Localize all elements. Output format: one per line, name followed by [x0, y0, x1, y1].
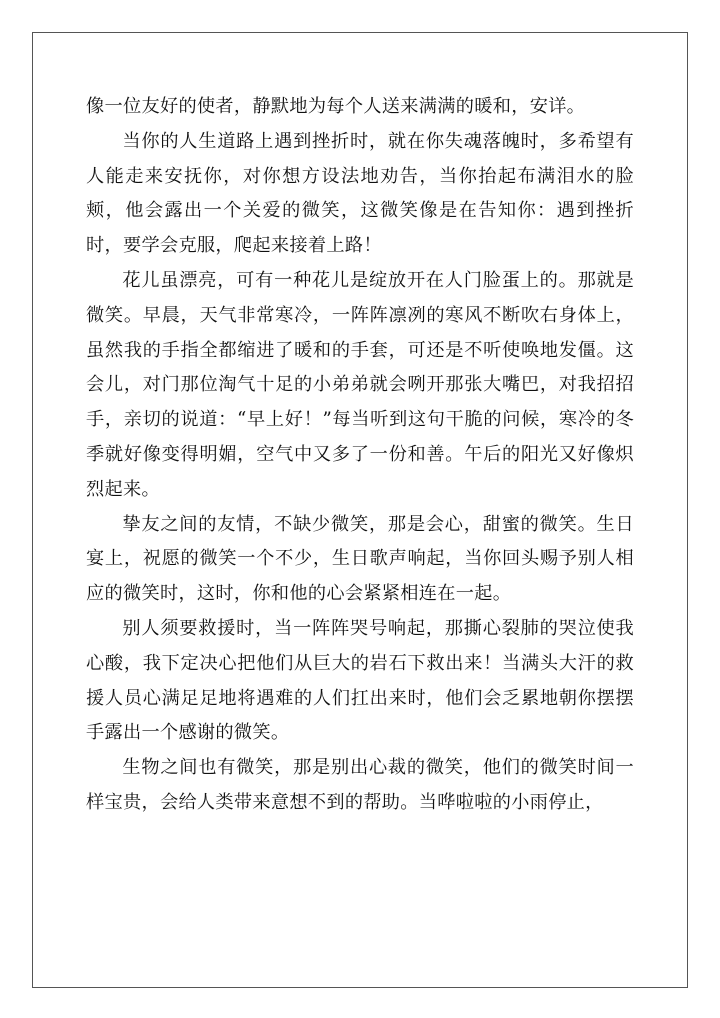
paragraph-3: 花儿虽漂亮，可有一种花儿是绽放开在人门脸蛋上的。那就是微笑。早晨，天气非常寒冷，一阵阵凛冽的寒风不断吹右身体上，虽然我的手指全都缩进了暖和的手套，可还是不听使唤地发僵。这会儿，对门那位淘气十足的小弟弟就会咧开那张大嘴巴，对我招招手，亲切的说道：“早上好！”每当听到这句干脆的问候，寒冷的冬季就好像变得明媚，空气中又多了一份和善。午后的阳光又好像炽烈起来。 [86, 269, 634, 500]
document-body [86, 90, 634, 821]
paragraph-5: 别人须要救援时，当一阵阵哭号响起，那撕心裂肺的哭泣使我心酸，我下定决心把他们从巨大的岩石下救出来！当满头大汗的救援人员心满足足地将遇难的人们扛出来时，他们会乏累地朝你摆摆手露出一个感谢的微笑。 [86, 617, 634, 744]
paragraph-4: 挚友之间的友情，不缺少微笑，那是会心，甜蜜的微笑。生日宴上，祝愿的微笑一个不少，生日歌声响起，当你回头赐予别人相应的微笑时，这时，你和他的心会紧紧相连在一起。 [86, 513, 634, 605]
paragraph-1: 像一位友好的使者，静默地为每个人送来满满的暖和，安详。 [86, 96, 586, 117]
paragraph-6: 生物之间也有微笑，那是别出心裁的微笑，他们的微笑时间一样宝贵，会给人类带来意想不到的帮助。当哗啦啦的小雨停止， [86, 757, 634, 813]
paragraph-2: 当你的人生道路上遇到挫折时，就在你失魂落魄时，多希望有人能走来安抚你，对你想方设法地劝告，当你抬起布满泪水的脸颊，他会露出一个关爱的微笑，这微笑像是在告知你：遇到挫折时，要学会克服，爬起来接着上路！ [86, 130, 634, 257]
